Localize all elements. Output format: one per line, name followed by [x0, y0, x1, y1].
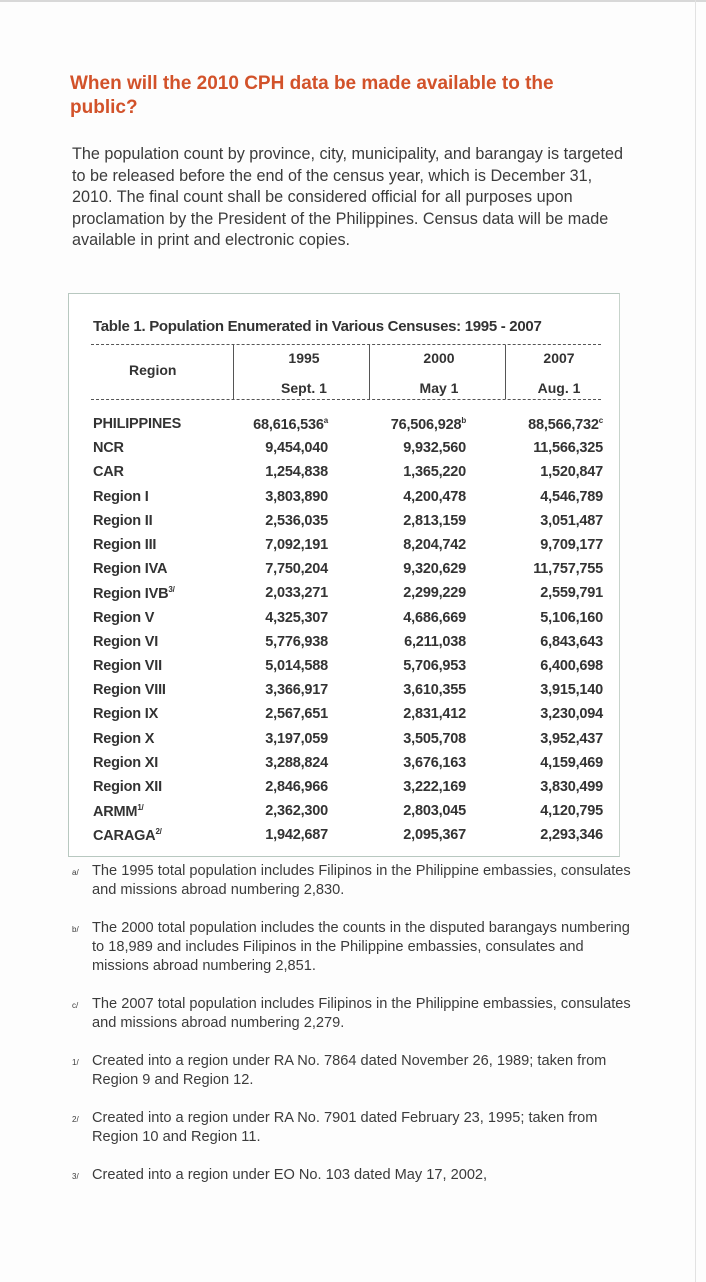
value-1995: [223, 533, 328, 557]
page-right-edge: [695, 0, 696, 1282]
value-2000-value: 2,803,045: [403, 803, 466, 820]
value-1995: [223, 726, 328, 750]
footnote-marker: 2/: [72, 1115, 79, 1124]
table-row: [93, 460, 603, 484]
value-2000-value: 3,676,163: [403, 754, 466, 771]
table-row: [93, 533, 603, 557]
table-row: [93, 775, 603, 799]
table-row: [93, 630, 603, 654]
table-row: [93, 436, 603, 460]
value-2000-value: 2,813,159: [403, 512, 466, 529]
table-row: [93, 412, 603, 436]
intro-paragraph: The population count by province, city, municipality, and barangay is targeted to be released before the end of the census year, which is December 31, 2010. The final count shall be considered official for all purposes upon proclamation by the President of the Philippines. Census data will be made available in print and electronic copies.: [72, 145, 623, 249]
value-2000-value: 4,200,478: [403, 488, 466, 505]
value-1995: [223, 823, 328, 847]
value-2007-value: 6,843,643: [540, 633, 603, 650]
value-2000: [328, 581, 466, 605]
value-1995-value: 2,536,035: [265, 512, 328, 529]
footnote: [72, 1052, 632, 1090]
value-2000: [328, 509, 466, 533]
value-2000: [328, 485, 466, 509]
population-table-box: [68, 293, 620, 857]
region-cell-value: Region IVA: [93, 561, 168, 578]
value-2000: [328, 557, 466, 581]
region-cell: [93, 412, 223, 436]
region-cell: [93, 751, 223, 775]
footnote-text: The 2007 total population includes Filipinos in the Philippine embassies, consulates and missions abroad numbering 2,279.: [92, 996, 631, 1031]
region-cell-value: Region III: [93, 537, 157, 554]
value-1995-value: 1,942,687: [265, 827, 328, 844]
value-2000: [328, 630, 466, 654]
value-2000: [328, 606, 466, 630]
value-2007-value: 11,566,325: [533, 440, 603, 457]
region-header: Region: [129, 362, 177, 378]
value-2007-value: 11,757,755: [533, 561, 603, 578]
footnote: [72, 995, 632, 1033]
col-divider: [233, 345, 234, 399]
value-1995-value: 2,362,300: [265, 803, 328, 820]
region-cell: [93, 799, 223, 823]
value-2007-value: 2,559,791: [540, 585, 603, 602]
table-row: [93, 557, 603, 581]
value-2000-value: 9,320,629: [403, 561, 466, 578]
value-2007: [466, 412, 603, 436]
value-1995: [223, 751, 328, 775]
footnote-marker: 1/: [137, 802, 144, 812]
value-1995: [223, 654, 328, 678]
value-2000: [328, 775, 466, 799]
value-2007: [466, 630, 603, 654]
value-2000-value: 2,831,412: [403, 706, 466, 723]
region-cell-value: Region IVB: [93, 585, 169, 602]
region-cell-value: Region IX: [93, 706, 159, 723]
value-2007: [466, 775, 603, 799]
value-2000: [328, 726, 466, 750]
table-row: [93, 678, 603, 702]
region-cell: [93, 557, 223, 581]
value-1995: [223, 557, 328, 581]
region-cell: [93, 533, 223, 557]
value-1995-value: 2,567,651: [265, 706, 328, 723]
value-1995-value: 7,750,204: [265, 561, 328, 578]
value-2007: [466, 460, 603, 484]
value-1995: [223, 509, 328, 533]
region-cell-value: ARMM: [93, 803, 138, 820]
value-2007-value: 4,120,795: [540, 803, 603, 820]
footnote-marker: c/: [72, 1001, 79, 1010]
table-rule-top: [91, 344, 601, 345]
value-1995-value: 5,776,938: [265, 633, 328, 650]
region-cell: [93, 606, 223, 630]
value-2007: [466, 751, 603, 775]
footnotes: [72, 862, 632, 1205]
value-2007-value: 1,520,847: [540, 464, 603, 481]
table-row: [93, 606, 603, 630]
value-2007-value: 6,400,698: [540, 657, 603, 674]
value-1995-value: 3,803,890: [265, 488, 328, 505]
region-cell: [93, 581, 223, 605]
value-2007: [466, 726, 603, 750]
col-date-1995: Sept. 1: [281, 380, 327, 396]
col-year-2000: 2000: [423, 350, 455, 366]
region-cell: [93, 702, 223, 726]
value-2007: [466, 702, 603, 726]
value-2000: [328, 702, 466, 726]
value-2007: [466, 654, 603, 678]
region-cell-value: NCR: [93, 440, 124, 457]
region-cell: [93, 509, 223, 533]
value-2007: [466, 678, 603, 702]
footnote-text: Created into a region under RA No. 7864 dated November 26, 1989; taken from Region 9 and Region 12.: [92, 1053, 607, 1088]
table-row: [93, 509, 603, 533]
region-cell: [93, 630, 223, 654]
value-2000: [328, 436, 466, 460]
value-2007: [466, 799, 603, 823]
value-2000: [328, 533, 466, 557]
value-2007-value: 3,915,140: [540, 682, 603, 699]
region-cell: [93, 654, 223, 678]
table-title: Table 1. Population Enumerated in Various Censuses: 1995 - 2007: [93, 318, 542, 335]
table-row: [93, 654, 603, 678]
region-cell-value: Region XII: [93, 778, 162, 795]
value-2000-value: 1,365,220: [403, 464, 466, 481]
value-2007: [466, 436, 603, 460]
region-cell: [93, 823, 223, 847]
value-2000: [328, 823, 466, 847]
table-row: [93, 726, 603, 750]
value-1995: [223, 460, 328, 484]
col-year-2007: 2007: [543, 350, 575, 366]
region-cell: [93, 726, 223, 750]
value-2000: [328, 654, 466, 678]
col-date-2000: May 1: [419, 380, 459, 396]
region-cell: [93, 775, 223, 799]
section-heading: When will the 2010 CPH data be made available to the public?: [70, 73, 554, 118]
value-1995: [223, 436, 328, 460]
value-2007-value: 4,159,469: [540, 754, 603, 771]
footnote-marker: b: [461, 415, 466, 425]
col-divider: [505, 345, 506, 399]
value-1995: [223, 630, 328, 654]
value-2007-value: 3,830,499: [540, 778, 603, 795]
region-cell-value: CAR: [93, 464, 124, 481]
value-2007-value: 4,546,789: [540, 488, 603, 505]
value-2007: [466, 823, 603, 847]
region-cell: [93, 485, 223, 509]
value-2007-value: 5,106,160: [540, 609, 603, 626]
value-1995-value: 3,366,917: [265, 682, 328, 699]
value-2000-value: 2,095,367: [403, 827, 466, 844]
value-1995: [223, 606, 328, 630]
value-1995: [223, 702, 328, 726]
value-2007-value: 2,293,346: [540, 827, 603, 844]
value-1995-value: 9,454,040: [265, 440, 328, 457]
footnote-text: Created into a region under EO No. 103 dated May 17, 2002,: [92, 1167, 488, 1183]
value-2007: [466, 557, 603, 581]
footnote: [72, 919, 632, 976]
region-cell-value: Region II: [93, 512, 153, 529]
value-2000-value: 9,932,560: [403, 440, 466, 457]
value-1995-value: 3,288,824: [265, 754, 328, 771]
value-2000: [328, 412, 466, 436]
value-2000-value: 3,610,355: [403, 682, 466, 699]
value-2000-value: 3,505,708: [403, 730, 466, 747]
footnote-text: Created into a region under RA No. 7901 dated February 23, 1995; taken from Region 10 and Region 11.: [92, 1110, 598, 1145]
footnote-marker: 1/: [72, 1058, 79, 1067]
value-2000-value: 3,222,169: [403, 778, 466, 795]
footnote-marker: 3/: [168, 584, 175, 594]
table-row: [93, 581, 603, 605]
region-cell-value: Region I: [93, 488, 149, 505]
value-2000-value: 5,706,953: [403, 657, 466, 674]
value-1995-value: 4,325,307: [265, 609, 328, 626]
region-cell-value: PHILIPPINES: [93, 416, 182, 433]
value-2007-value: 88,566,732: [528, 416, 599, 433]
table-row: [93, 702, 603, 726]
value-2000: [328, 460, 466, 484]
region-cell-value: Region X: [93, 730, 155, 747]
footnote-marker: c: [598, 415, 603, 425]
col-divider: [369, 345, 370, 399]
value-2000: [328, 799, 466, 823]
footnote: [72, 862, 632, 900]
footnote-marker: b/: [72, 925, 79, 934]
value-2007: [466, 533, 603, 557]
value-2000-value: 4,686,669: [403, 609, 466, 626]
value-1995: [223, 775, 328, 799]
table-row: [93, 799, 603, 823]
footnote: [72, 1166, 632, 1186]
value-2007: [466, 509, 603, 533]
value-1995-value: 7,092,191: [265, 537, 328, 554]
value-1995: [223, 412, 328, 436]
value-1995-value: 1,254,838: [265, 464, 328, 481]
value-2007: [466, 606, 603, 630]
value-2000-value: 6,211,038: [404, 633, 466, 650]
region-cell-value: Region VIII: [93, 682, 166, 699]
value-2000-value: 2,299,229: [403, 585, 466, 602]
footnote-text: The 2000 total population includes the counts in the disputed barangays numbering to 18,989 and includes Filipinos in the Philippine embassies, consulates and missions abroad numbering 2,851.: [92, 920, 630, 974]
table-row: [93, 485, 603, 509]
page-top-edge: [0, 0, 706, 2]
value-2007-value: 3,230,094: [540, 706, 603, 723]
footnote-text: The 1995 total population includes Filipinos in the Philippine embassies, consulates and missions abroad numbering 2,830.: [92, 863, 631, 898]
value-1995: [223, 485, 328, 509]
region-cell: [93, 460, 223, 484]
value-1995: [223, 678, 328, 702]
value-2007-value: 3,051,487: [540, 512, 603, 529]
table-rule-header: [91, 399, 601, 400]
region-cell-value: Region XI: [93, 754, 159, 771]
region-cell-value: Region VI: [93, 633, 159, 650]
col-year-1995: 1995: [288, 350, 320, 366]
value-2007-value: 9,709,177: [540, 537, 603, 554]
region-cell: [93, 678, 223, 702]
footnote-marker: 3/: [72, 1172, 79, 1181]
region-cell-value: CARAGA: [93, 827, 156, 844]
table-row: [93, 751, 603, 775]
value-2000-value: 8,204,742: [403, 537, 466, 554]
region-cell-value: Region V: [93, 609, 155, 626]
col-date-2007: Aug. 1: [537, 380, 581, 396]
value-1995-value: 2,846,966: [265, 778, 328, 795]
value-2007: [466, 485, 603, 509]
footnote: [72, 1109, 632, 1147]
value-2007-value: 3,952,437: [540, 730, 603, 747]
footnote-marker: a/: [72, 868, 79, 877]
value-1995: [223, 581, 328, 605]
footnote-marker: a: [323, 415, 328, 425]
value-2007: [466, 581, 603, 605]
value-1995-value: 2,033,271: [265, 585, 328, 602]
footnote-marker: 2/: [155, 826, 162, 836]
value-1995-value: 5,014,588: [265, 657, 328, 674]
value-1995-value: 3,197,059: [265, 730, 328, 747]
value-2000: [328, 751, 466, 775]
table-row: [93, 823, 603, 847]
value-1995: [223, 799, 328, 823]
value-2000-value: 76,506,928: [390, 416, 462, 433]
population-table: [93, 412, 603, 847]
value-2000: [328, 678, 466, 702]
region-cell-value: Region VII: [93, 657, 162, 674]
region-cell: [93, 436, 223, 460]
value-1995-value: 68,616,536: [253, 416, 324, 433]
